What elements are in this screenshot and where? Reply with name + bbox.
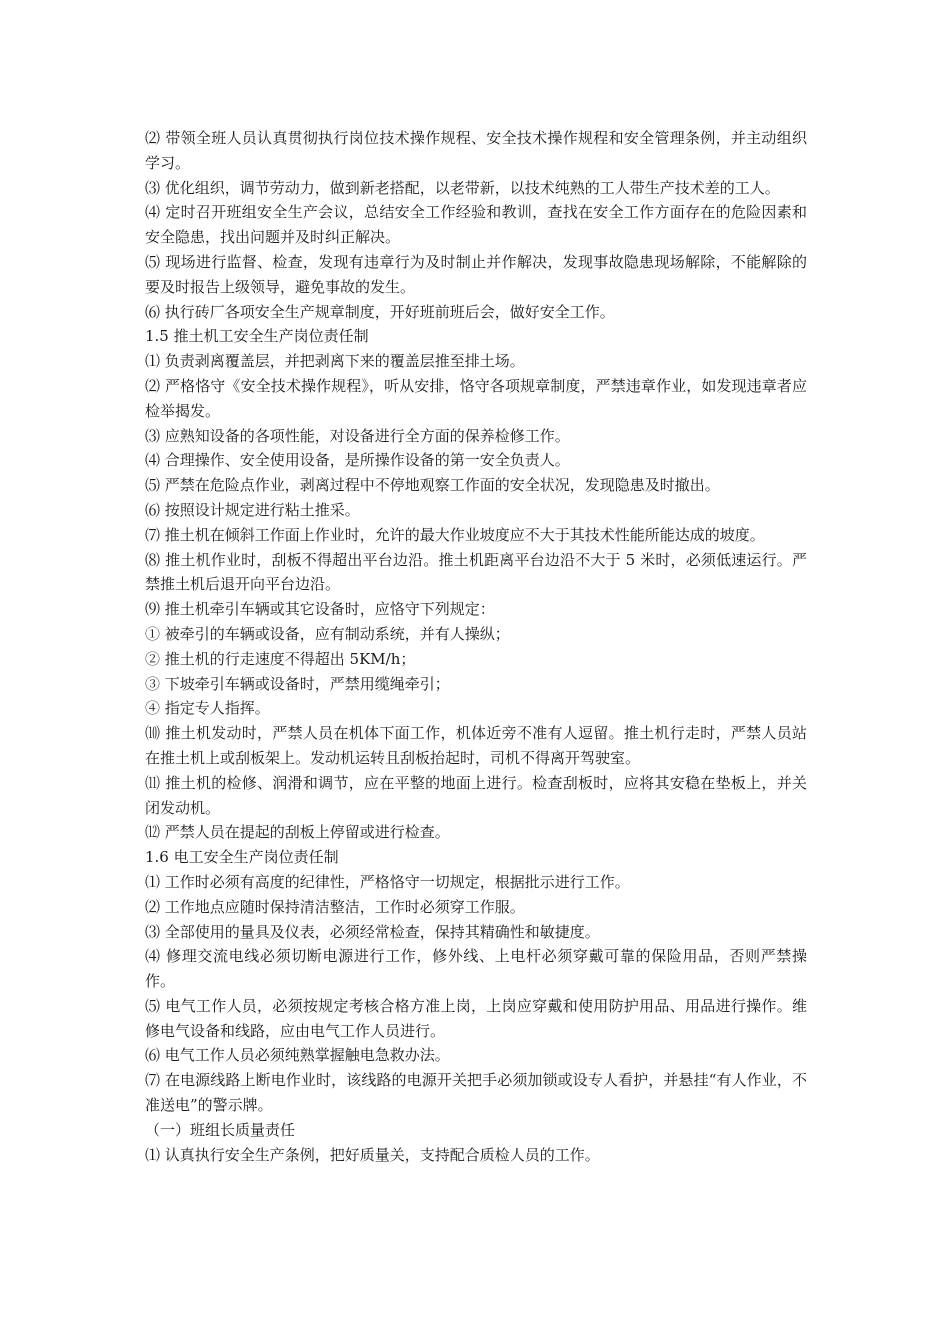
paragraph: ⑷ 合理操作、安全使用设备，是所操作设备的第一安全负责人。 xyxy=(145,451,570,470)
paragraph: ⑸ 电气工作人员，必须按规定考核合格方准上岗，上岗应穿戴和使用防护用品、用品进行操作。维修电气设备和线路，应由电气工作人员进行。 xyxy=(145,996,807,1040)
paragraph: ⑹ 按照设计规定进行粘土推采。 xyxy=(145,500,360,519)
paragraph: ⑸ 现场进行监督、检查，发现有违章行为及时制止并作解决，发现事故隐患现场解除，不能解除的要及时报告上级领导，避免事故的发生。 xyxy=(145,252,807,296)
list-item: ① 被牵引的车辆或设备，应有制动系统，并有人操纵； xyxy=(145,624,510,643)
paragraph: ⑷ 定时召开班组安全生产会议，总结安全工作经验和教训，查找在安全工作方面存在的危险因素和安全隐患，找出问题并及时纠正解决。 xyxy=(145,203,807,247)
list-item: ② 推土机的行走速度不得超出 5KM/h； xyxy=(145,649,416,668)
paragraph: ⑿ 严禁人员在提起的刮板上停留或进行检查。 xyxy=(145,823,450,842)
paragraph: ⑽ 推土机发动时，严禁人员在机体下面工作，机体近旁不准有人逗留。推土机行走时，严禁人员站在推土机上或刮板架上。发动机运转且刮板抬起时，司机不得离开驾驶室。 xyxy=(145,724,807,767)
paragraph: ⑶ 全部使用的量具及仪表，必须经常检查，保持其精确性和敏捷度。 xyxy=(145,922,600,941)
paragraph: ⑴ 认真执行安全生产条例，把好质量关，支持配合质检人员的工作。 xyxy=(145,1145,600,1164)
document-body xyxy=(145,126,807,1167)
paragraph: ⑶ 优化组织，调节劳动力，做到新老搭配，以老带新，以技术纯熟的工人带生产技术差的工人。 xyxy=(145,178,780,197)
paragraph: ⑴ 工作时必须有高度的纪律性，严格恪守一切规定，根据批示进行工作。 xyxy=(145,872,630,891)
paragraph: ⑵ 严格恪守《安全技术操作规程》，听从安排，恪守各项规章制度，严禁违章作业，如发现违章者应检举揭发。 xyxy=(145,376,807,420)
paragraph: ⑵ 带领全班人员认真贯彻执行岗位技术操作规程、安全技术操作规程和安全管理条例，并主动组织学习。 xyxy=(145,129,807,172)
paragraph: ⑶ 应熟知设备的各项性能，对设备进行全方面的保养检修工作。 xyxy=(145,426,570,445)
paragraph: ⑺ 在电源线路上断电作业时，该线路的电源开关把手必须加锁或设专人看护，并悬挂“有人作业，不准送电”的警示牌。 xyxy=(145,1071,807,1115)
paragraph: ⑹ 电气工作人员必须纯熟掌握触电急救办法。 xyxy=(145,1046,450,1065)
paragraph: ⑺ 推土机在倾斜工作面上作业时，允许的最大作业坡度应不大于其技术性能所能达成的坡度。 xyxy=(145,525,765,544)
paragraph: ⑾ 推土机的检修、润滑和调节，应在平整的地面上进行。检查刮板时，应将其安稳在垫板上，并关闭发动机。 xyxy=(145,773,807,817)
paragraph: ⑸ 严禁在危险点作业，剥离过程中不停地观察工作面的安全状况，发现隐患及时撤出。 xyxy=(145,476,720,495)
paragraph: ⑵ 工作地点应随时保持清洁整洁，工作时必须穿工作服。 xyxy=(145,897,525,916)
section-heading: 1.6 电工安全生产岗位责任制 xyxy=(145,848,339,867)
subsection-heading: （一）班组长质量责任 xyxy=(145,1120,296,1139)
paragraph: ⑹ 执行砖厂各项安全生产规章制度，开好班前班后会，做好安全工作。 xyxy=(145,302,615,321)
paragraph: ⑷ 修理交流电线必须切断电源进行工作，修外线、上电杆必须穿戴可靠的保险用品，否则严禁操作。 xyxy=(145,947,807,991)
paragraph: ⑼ 推土机牵引车辆或其它设备时，应恪守下列规定： xyxy=(145,600,495,619)
section-heading: 1.5 推土机工安全生产岗位责任制 xyxy=(145,327,369,346)
list-item: ④ 指定专人指挥。 xyxy=(145,699,270,718)
list-item: ③ 下坡牵引车辆或设备时，严禁用缆绳牵引； xyxy=(145,674,450,693)
paragraph: ⑴ 负责剥离覆盖层，并把剥离下来的覆盖层推至排土场。 xyxy=(145,352,525,371)
paragraph: ⑻ 推土机作业时，刮板不得超出平台边沿。推土机距离平台边沿不大于 5 米时，必须低速运行。严禁推土机后退开向平台边沿。 xyxy=(145,550,807,594)
